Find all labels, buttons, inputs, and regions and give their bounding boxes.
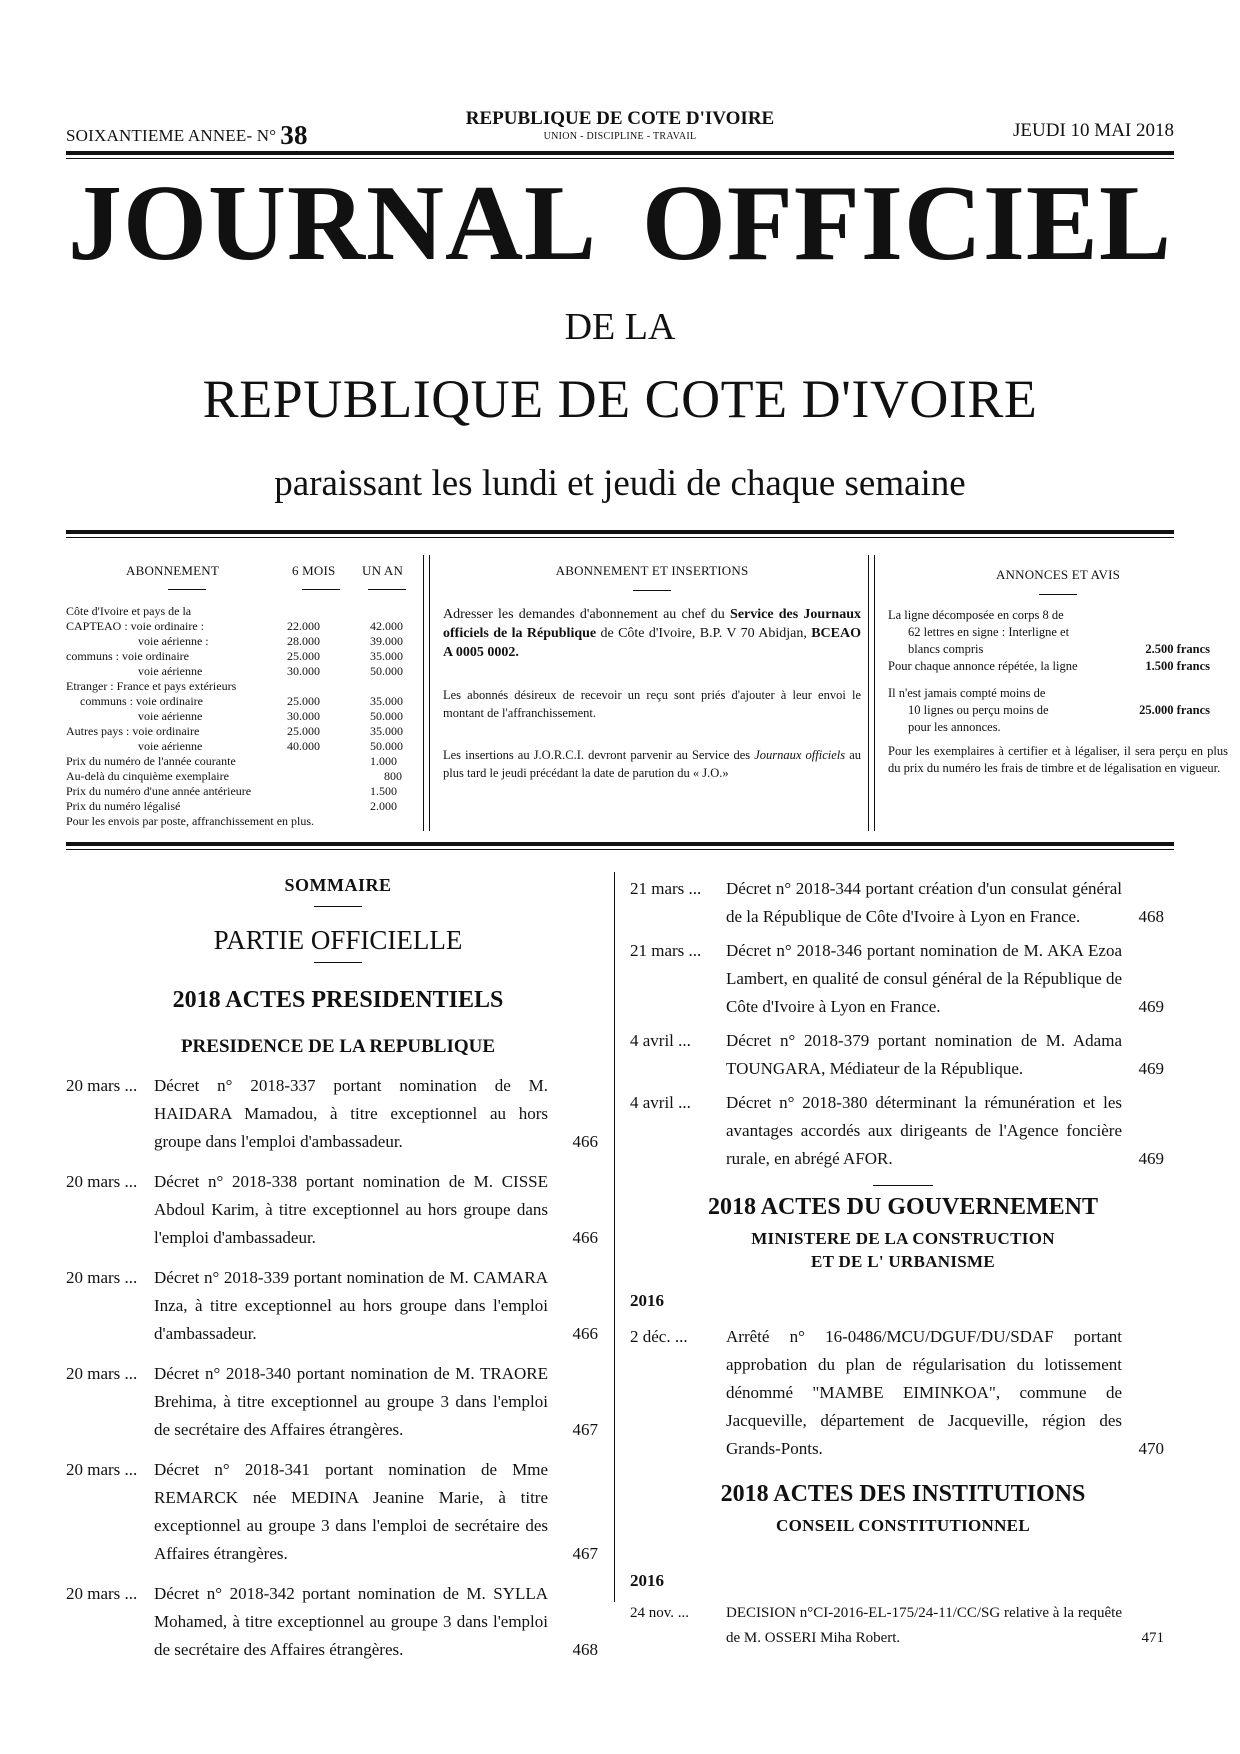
tariff-row: Autres pays : voie ordinaire 25.000 35.000 [66, 724, 403, 738]
insertions-deadline: Les insertions au J.O.R.C.I. devront parvenir au Service des Journaux officiels au plus tard le jeudi précédant la date de parution du « J.O.» [443, 748, 861, 780]
annonces-line: blancs compris [908, 642, 984, 656]
price-row: Prix du numéro de l'année courante 1.000 [66, 754, 397, 768]
sommaire-entry[interactable]: 20 mars ... Décret n° 2018-337 portant nomination de M. HAIDARA Mamadou, à titre exceptionnel au hors groupe dans l'emploi d'ambassadeur. 466 [66, 1076, 598, 1151]
masthead-republic: REPUBLIQUE DE COTE D'IVOIRE [202, 369, 1038, 429]
issue-prefix: SOIXANTIEME ANNEE- N° [66, 126, 277, 145]
national-motto: UNION - DISCIPLINE - TRAVAIL [543, 131, 697, 142]
column-divider [614, 872, 615, 1602]
sommaire-entry[interactable]: 21 mars ... Décret n° 2018-346 portant nomination de M. AKA Ezoa Lambert, en qualité de consul général de la République de Côte d'Ivoire à Lyon en France. 469 [630, 941, 1164, 1016]
sommaire-title: SOMMAIRE [284, 875, 392, 895]
annonces-header: ANNONCES ET AVIS [995, 567, 1121, 582]
sommaire-entry[interactable]: 21 mars ... Décret n° 2018-344 portant création d'un consulat général de la République de Côte d'Ivoire à Lyon en France. 468 [630, 879, 1164, 926]
sommaire-entry[interactable]: 20 mars ... Décret n° 2018-341 portant nomination de Mme REMARCK née MEDINA Jeanine Marie, à titre exceptionnel au groupe 3 dans l'emploi de secrétaire des Affaires étrangères. 467 [66, 1460, 598, 1563]
col-6mois: 6 MOIS [292, 563, 336, 578]
issue-date: JEUDI 10 MAI 2018 [1013, 120, 1174, 141]
tariff-row: voie aérienne 30.000 50.000 [138, 664, 403, 678]
annonces-line: La ligne décomposée en corps 8 de [888, 608, 1064, 622]
annonces-column [888, 563, 1228, 835]
masthead-word-journal: JOURNAL [68, 164, 598, 283]
issue-header [66, 108, 1174, 150]
abonnement-header: ABONNEMENT [126, 563, 219, 578]
sommaire-entry[interactable]: 2 déc. ... Arrêté n° 16-0486/MCU/DGUF/DU/SDAF portant approbation du plan de régularisation du lotissement dénommé "MAMBE EIMINKOA", commune de Jacqueville, département de Jacqueville, région des Grands-Ponts. 470 [630, 1327, 1164, 1458]
masthead-word-officiel: OFFICIEL [641, 164, 1172, 283]
actes-institutions-heading: 2018 ACTES DES INSTITUTIONS [720, 1481, 1086, 1507]
annonces-price: 1.500 francs [1145, 659, 1210, 673]
partie-officielle-heading: PARTIE OFFICIELLE [213, 925, 463, 955]
col-1an: UN AN [362, 563, 404, 578]
tariff-row: Etranger : France et pays extérieurs [66, 679, 237, 693]
annonces-price: 2.500 francs [1145, 642, 1210, 656]
price-row: Prix du numéro d'une année antérieure 1.500 [66, 784, 397, 798]
header-rule [66, 151, 1174, 159]
price-row: Prix du numéro légalisé 2.000 [66, 799, 397, 813]
annonces-price: 25.000 francs [1139, 703, 1210, 717]
tariff-row: communs : voie ordinaire 25.000 35.000 [66, 649, 403, 663]
annonces-line: Pour chaque annonce répétée, la ligne [888, 659, 1078, 673]
tariff-row: voie aérienne 30.000 50.000 [138, 709, 403, 723]
insertions-receipt: Les abonnés désireux de recevoir un reçu sont priés d'ajouter à leur envoi le montant de l'affranchissement. [443, 688, 861, 720]
annonces-line: pour les annonces. [908, 720, 1001, 734]
conseil-heading: CONSEIL CONSTITUTIONNEL [776, 1516, 1030, 1535]
insertions-header: ABONNEMENT ET INSERTIONS [555, 563, 749, 578]
sommaire-entry[interactable]: 20 mars ... Décret n° 2018-342 portant nomination de M. SYLLA Mohamed, à titre exceptionnel au groupe 3 dans l'emploi de secrétaire des Affaires étrangères. 468 [66, 1584, 598, 1659]
ministere-heading: MINISTERE DE LA CONSTRUCTION ET DE L' URBANISME [751, 1229, 1055, 1271]
annonces-line: Il n'est jamais compté moins de [888, 686, 1046, 700]
sommaire-entry[interactable]: 20 mars ... Décret n° 2018-338 portant nomination de M. CISSE Abdoul Karim, à titre exceptionnel au hors groupe dans l'emploi d'ambassadeur. 466 [66, 1172, 598, 1247]
masthead-de-la: DE LA [564, 306, 676, 348]
box-bottom-rule [66, 842, 1174, 850]
box-top-rule [66, 530, 1174, 538]
year-label: 2016 [630, 1571, 664, 1590]
tariff-intro: Côte d'Ivoire et pays de la [66, 604, 192, 618]
sommaire-entry[interactable]: 4 avril ... Décret n° 2018-380 déterminant la rémunération et les avantages accordés aux dirigeants de l'Agence foncière rurale, en abrégé AFOR. 469 [630, 1093, 1164, 1168]
sommaire-entry[interactable]: 24 nov. ... DECISION n°CI-2016-EL-175/24-11/CC/SG relative à la requête de M. OSSERI Miha Robert. 471 [630, 1605, 1164, 1646]
abonnement-column [66, 563, 416, 835]
presidence-heading: PRESIDENCE DE LA REPUBLIQUE [180, 1036, 496, 1057]
publication-frequency: paraissant les lundi et jeudi de chaque semaine [274, 463, 966, 504]
tariff-row: voie aérienne 40.000 50.000 [138, 739, 403, 753]
postage-note: Pour les envois par poste, affranchissement en plus. [66, 814, 315, 828]
price-row: Au-delà du cinquième exemplaire 800 [66, 769, 402, 783]
tariff-row: communs : voie ordinaire 25.000 35.000 [80, 694, 403, 708]
actes-presidentiels-heading: 2018 ACTES PRESIDENTIELS [172, 987, 504, 1013]
insertions-column [443, 563, 861, 835]
box-divider [868, 555, 875, 831]
issue-num: 38 [280, 120, 308, 150]
tariff-row: voie aérienne : 28.000 39.000 [138, 634, 403, 648]
insertions-address: Adresser les demandes d'abonnement au chef du Service des Journaux officiels de la République de Côte d'Ivoire, B.P. V 70 Abidjan, BCEAO A 0005 0002. [443, 607, 862, 660]
box-divider [423, 555, 430, 831]
tariff-row: CAPTEAO : voie ordinaire : 22.000 42.000 [66, 619, 403, 633]
subscription-box [66, 545, 1228, 835]
sommaire-entry[interactable]: 20 mars ... Décret n° 2018-339 portant nomination de M. CAMARA Inza, à titre exceptionnel au hors groupe dans l'emploi d'ambassadeur. 466 [66, 1268, 598, 1343]
annonces-line: 62 lettres en signe : Interligne et [908, 625, 1070, 639]
sommaire-right-column [630, 875, 1176, 1651]
year-label: 2016 [630, 1291, 664, 1310]
sommaire-left-column [66, 875, 610, 1664]
country-name: REPUBLIQUE DE COTE D'IVOIRE [465, 108, 775, 129]
actes-gouvernement-heading: 2018 ACTES DU GOUVERNEMENT [707, 1194, 1099, 1220]
annonces-legalisation: Pour les exemplaires à certifier et à légaliser, il sera perçu en plus du prix du numéro les frais de timbre et de légalisation en vigueur. [888, 744, 1228, 775]
sommaire-entry[interactable]: 4 avril ... Décret n° 2018-379 portant nomination de M. Adama TOUNGARA, Médiateur de la République. 469 [630, 1031, 1164, 1078]
sommaire-entry[interactable]: 20 mars ... Décret n° 2018-340 portant nomination de M. TRAORE Brehima, à titre exceptionnel au groupe 3 dans l'emploi de secrétaire des Affaires étrangères. 467 [66, 1364, 598, 1439]
annonces-line: 10 lignes ou perçu moins de [908, 703, 1049, 717]
